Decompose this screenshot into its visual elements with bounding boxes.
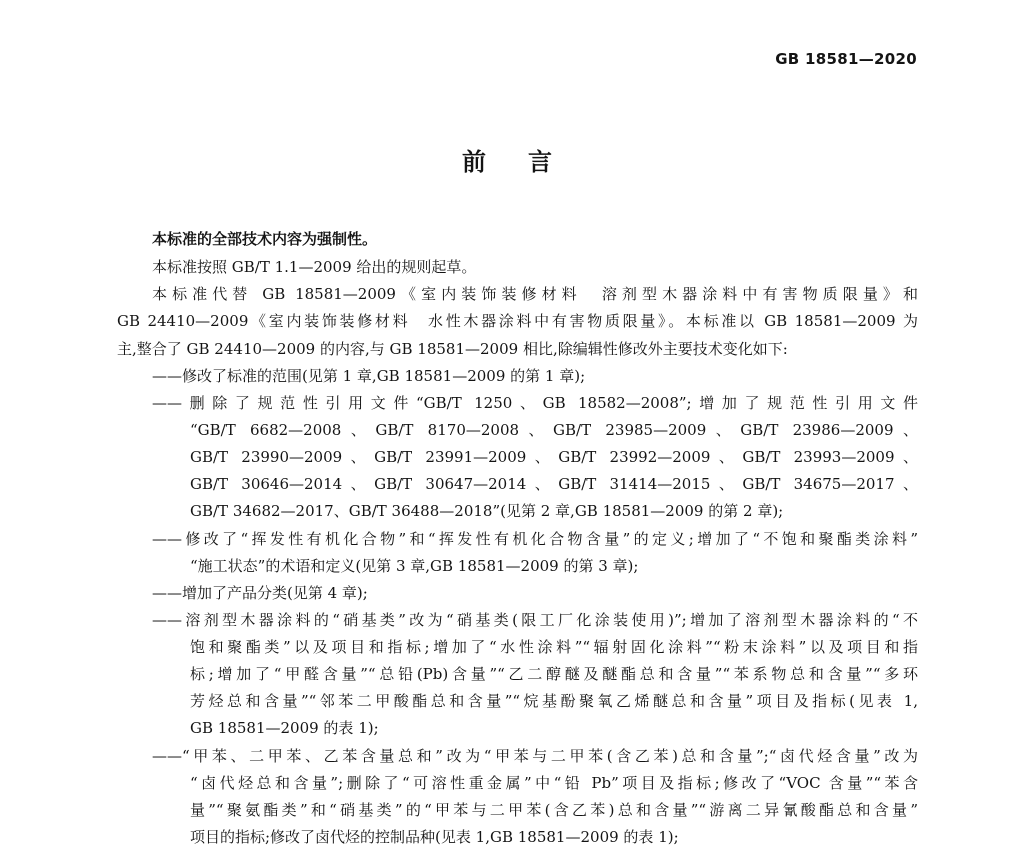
list-item-toluene-line-3: 量”“聚氨酯类”和“硝基类”的“甲苯与二甲苯(含乙苯)总和含量”“游离二异氰酸酯总和含量” — [190, 801, 918, 819]
list-item-nitro-line-1: ——溶剂型木器涂料的“硝基类”改为“硝基类(限工厂化涂装使用)”;增加了溶剂型木器涂料的“不 — [152, 611, 918, 629]
page-title: 前言 — [462, 148, 594, 176]
list-item-nitro-line-4: 芳烃总和含量”“邻苯二甲酸酯总和含量”“烷基酚聚氧乙烯醚总和含量”项目及指标(见表 1, — [190, 692, 918, 710]
paragraph-drafting-rules: 本标准按照 GB/T 1.1—2009 给出的规则起草。 — [152, 258, 477, 276]
list-item-classification: ——增加了产品分类(见第 4 章); — [152, 584, 368, 602]
list-item-toluene-line-1: ——“甲苯、二甲苯、乙苯含量总和”改为“甲苯与二甲苯(含乙苯)总和含量”;“卤代烃含量”改为 — [152, 747, 918, 765]
paragraph-replace-line-2: GB 24410—2009《室内装饰装修材料 水性木器涂料中有害物质限量》。本标准以 GB 18581—2009 为 — [117, 312, 918, 330]
list-item-references-line-4: GB/T 30646—2014、GB/T 30647—2014、GB/T 31414—2015、GB/T 34675—2017、 — [190, 475, 918, 493]
list-item-toluene-line-2: “卤代烃总和含量”;删除了“可溶性重金属”中“铅 Pb”项目及指标;修改了“VOC 含量”“苯含 — [190, 774, 918, 792]
list-item-nitro-line-3: 标;增加了“甲醛含量”“总铅(Pb)含量”“乙二醇醚及醚酯总和含量”“苯系物总和含量”“多环 — [190, 665, 918, 683]
list-item-nitro-line-5: GB 18581—2009 的表 1); — [190, 719, 379, 737]
list-item-nitro-line-2: 饱和聚酯类”以及项目和指标;增加了“水性涂料”“辐射固化涂料”“粉末涂料”以及项目和指 — [190, 638, 918, 656]
list-item-scope: ——修改了标准的范围(见第 1 章,GB 18581—2009 的第 1 章); — [152, 367, 586, 385]
list-item-references-line-1: ——删除了规范性引用文件“GB/T 1250、GB 18582—2008”;增加了规范性引用文件 — [152, 394, 918, 412]
list-item-references-line-5: GB/T 34682—2017、GB/T 36488—2018”(见第 2 章,GB 18581—2009 的第 2 章); — [190, 502, 784, 520]
paragraph-replace-line-1: 本标准代替 GB 18581—2009《室内装饰装修材料 溶剂型木器涂料中有害物质限量》和 — [152, 285, 918, 303]
paragraph-mandatory: 本标准的全部技术内容为强制性。 — [152, 230, 378, 248]
list-item-definitions-line-2: “施工状态”的术语和定义(见第 3 章,GB 18581—2009 的第 3 章); — [190, 557, 639, 575]
list-item-references-line-3: GB/T 23990—2009、GB/T 23991—2009、GB/T 23992—2009、GB/T 23993—2009、 — [190, 448, 918, 466]
list-item-definitions-line-1: ——修改了“挥发性有机化合物”和“挥发性有机化合物含量”的定义;增加了“不饱和聚酯类涂料” — [152, 530, 918, 548]
list-item-toluene-line-4: 项目的指标;修改了卤代烃的控制品种(见表 1,GB 18581—2009 的表 1); — [190, 828, 679, 846]
standard-number: GB 18581—2020 — [775, 50, 917, 68]
list-item-references-line-2: “GB/T 6682—2008、GB/T 8170—2008、GB/T 23985—2009、GB/T 23986—2009、 — [190, 421, 918, 439]
paragraph-replace-line-3: 主,整合了 GB 24410—2009 的内容,与 GB 18581—2009 相比,除编辑性修改外主要技术变化如下: — [117, 340, 788, 358]
